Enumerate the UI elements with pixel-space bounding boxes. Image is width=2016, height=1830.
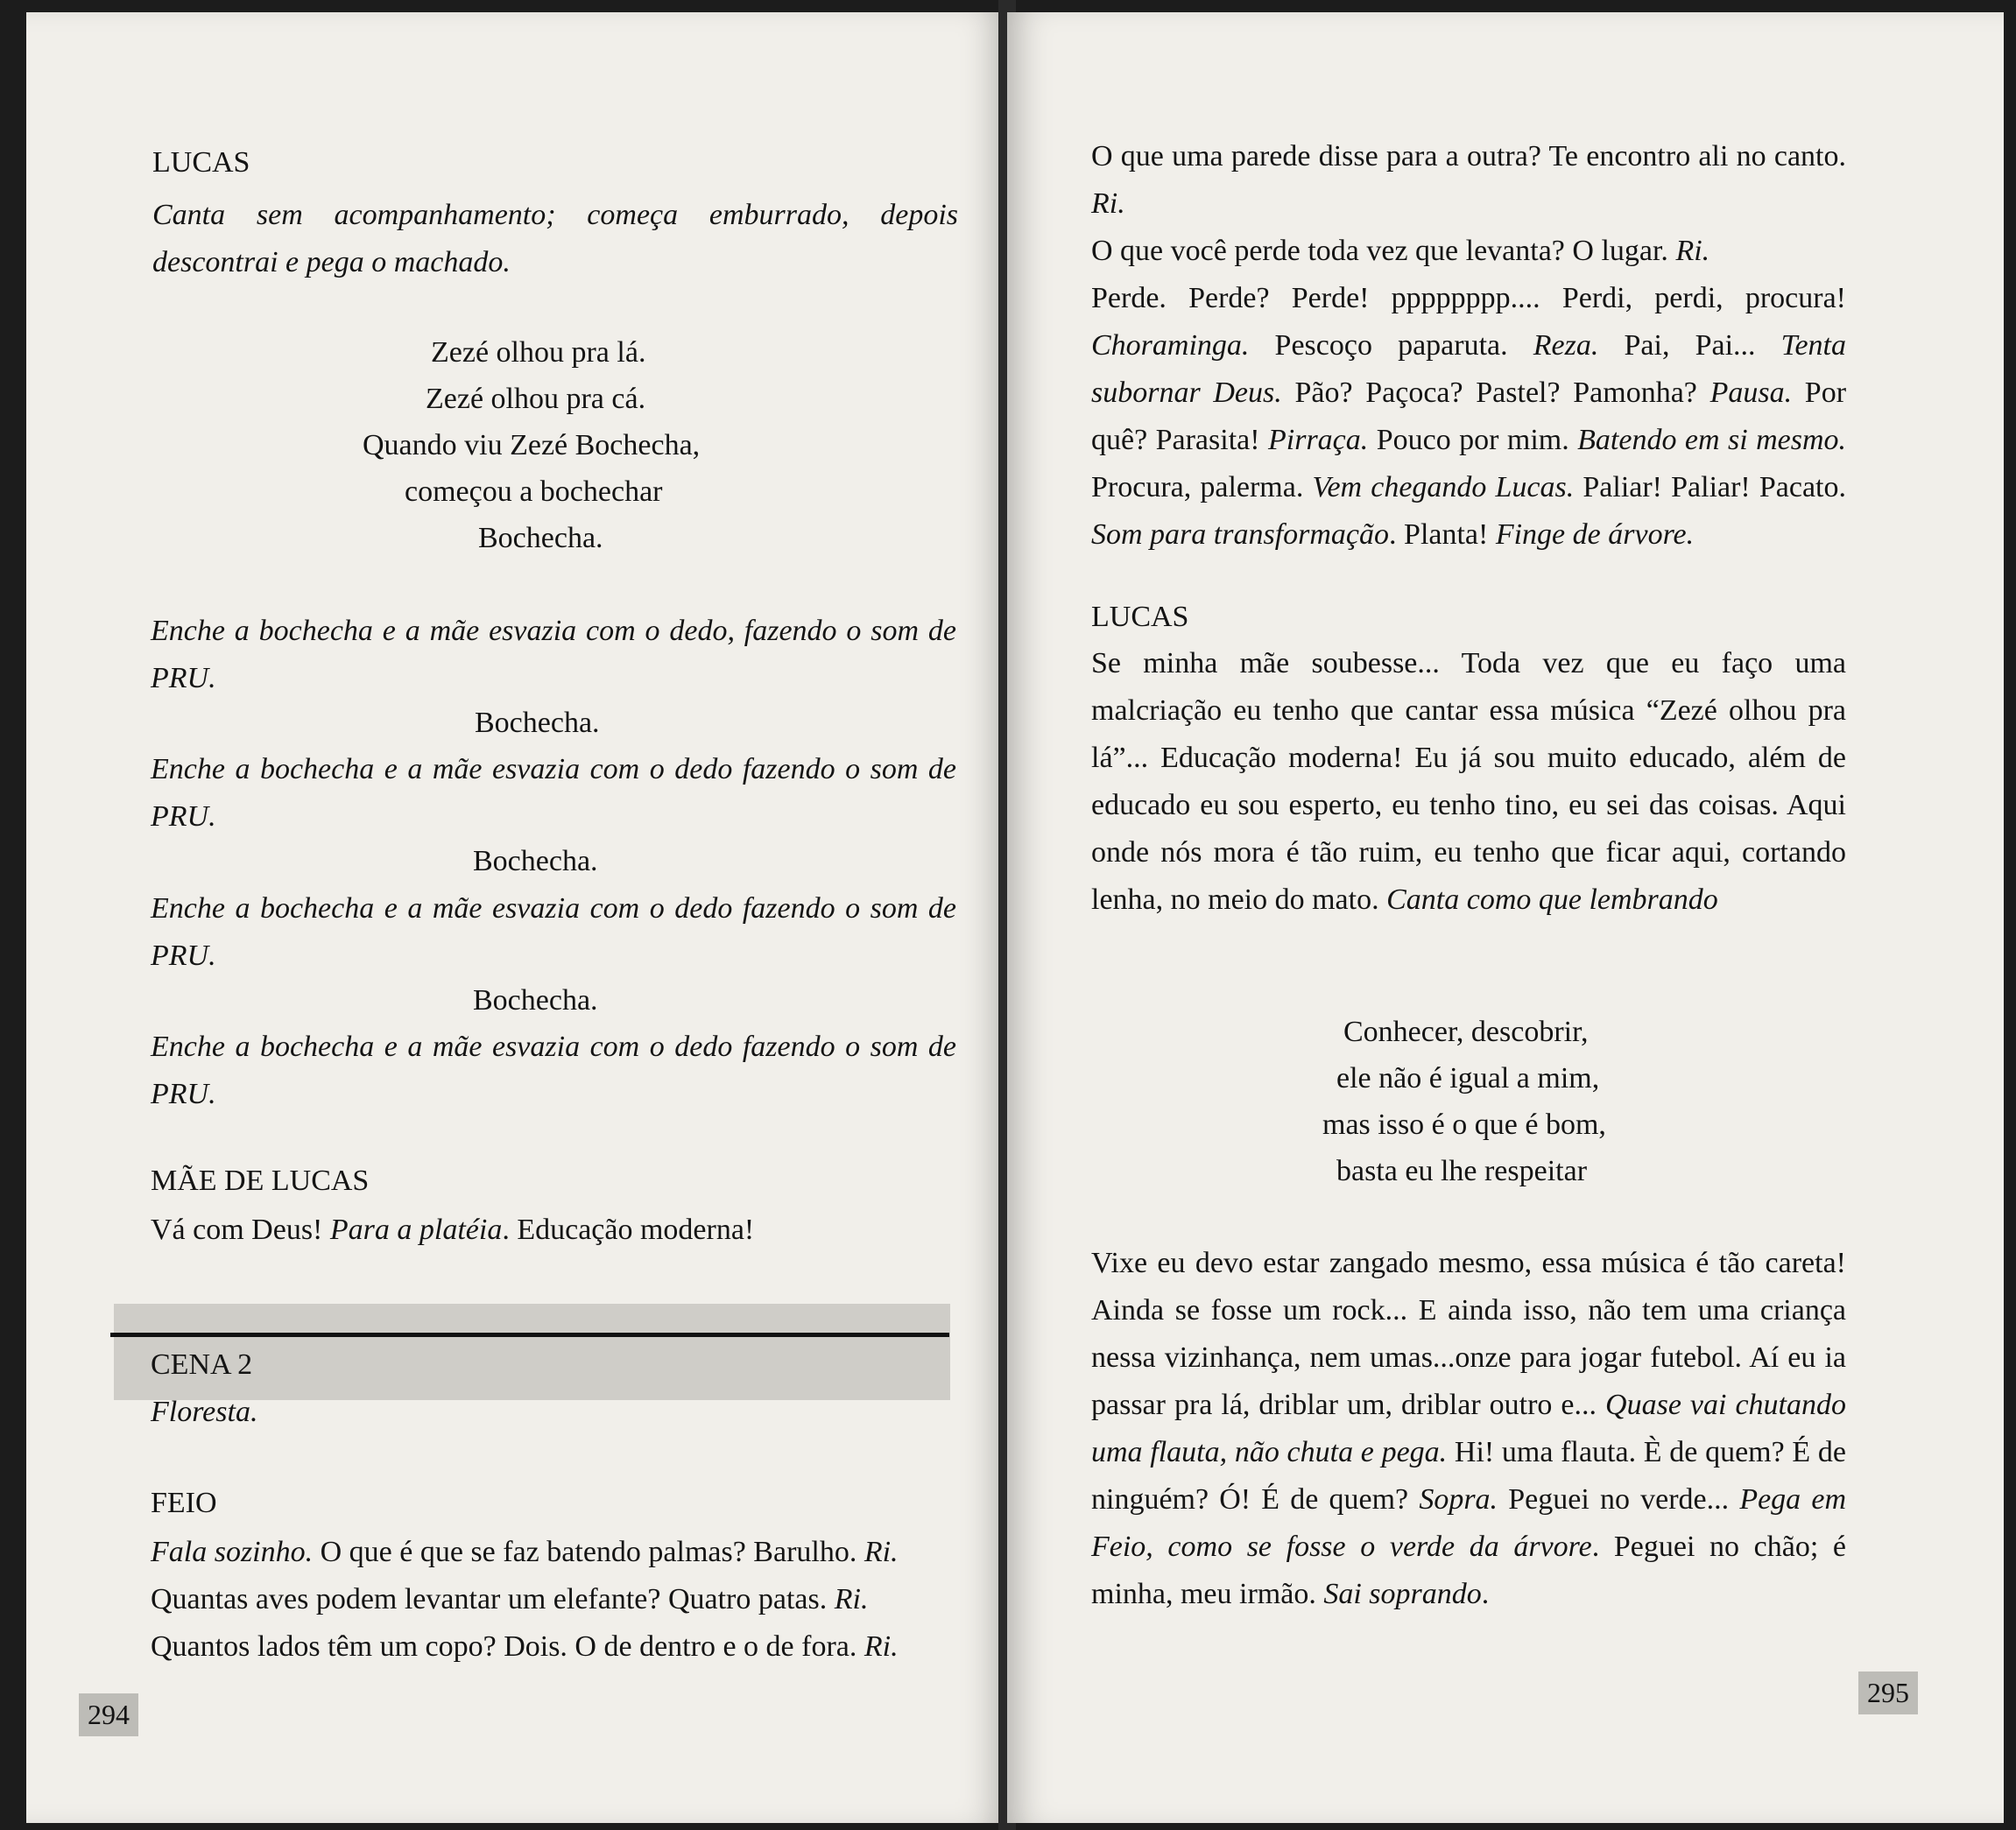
song-line: ele não é igual a mim, xyxy=(1336,1062,1600,1094)
page-number: 294 xyxy=(79,1693,138,1736)
song-line: Bochecha. xyxy=(475,707,600,739)
song-line: Conhecer, descobrir, xyxy=(1343,1016,1589,1048)
dialogue-line: Quantas aves podem levantar um elefante? Quatro patas. Ri. xyxy=(151,1583,869,1615)
dialogue-line: Vá com Deus! Para a platéia. Educação moderna! xyxy=(151,1214,755,1246)
scene-title: CENA 2 xyxy=(151,1348,253,1381)
dialogue-line: Fala sozinho. O que é que se faz batendo palmas? Barulho. Ri. xyxy=(151,1536,899,1568)
stage-direction: Enche a bochecha e a mãe esvazia com o dedo fazendo o som de PRU. xyxy=(151,892,956,972)
scene-divider xyxy=(110,1333,949,1337)
stage-direction: Canta sem acompanhamento; começa emburrado, depois descontrai e pega o machado. xyxy=(152,199,958,278)
stage-direction: Enche a bochecha e a mãe esvazia com o dedo fazendo o som de PRU. xyxy=(151,1031,956,1110)
song-line: Bochecha. xyxy=(478,522,603,554)
song-line: Zezé olhou pra cá. xyxy=(426,383,646,415)
song-line: Zezé olhou pra lá. xyxy=(431,336,646,369)
left-page xyxy=(26,12,1005,1823)
right-page xyxy=(1007,12,2004,1823)
page-number: 295 xyxy=(1858,1672,1918,1714)
dialogue-line: Quantos lados têm um copo? Dois. O de dentro e o de fora. Ri. xyxy=(151,1630,899,1663)
stage-direction: Enche a bochecha e a mãe esvazia com o dedo fazendo o som de PRU. xyxy=(151,753,956,833)
song-line: começou a bochechar xyxy=(405,475,663,508)
paragraph: O que uma parede disse para a outra? Te encontro ali no canto. Ri. O que você perde toda vez que levanta? O lugar. Ri. Perde. Perde? Perde! pppppppp.... Perdi, perdi, procura! Choraminga. Pescoço paparuta. Reza. Pai, Pai... Tenta subornar Deus. Pão? Paçoca? Pastel? Pamonha? Pausa. Por quê? Parasita! Pirraça. Pouco por mim. Batendo em si mesmo. Procura, palerma. Vem chegando Lucas. Paliar! Paliar! Pacato. Som para transformação. Planta! Finge de árvore. xyxy=(1091,140,1847,551)
paragraph: Vixe eu devo estar zangado mesmo, essa música é tão careta! Ainda se fosse um rock... E ainda isso, não tem uma criança nessa vizinhança, nem umas...onze para jogar futebol. Aí eu ia passar pra lá, driblar um, driblar outro e... Quase vai chutando uma flauta, não chuta e pega. Hi! uma flauta. È de quem? É de ninguém? Ó! É de quem? Sopra. Peguei no verde... Pega em Feio, como se fosse o verde da árvore. Peguei no chão; é minha, meu irmão. Sai soprando. xyxy=(1091,1247,1846,1610)
stage-direction: Enche a bochecha e a mãe esvazia com o dedo, fazendo o som de PRU. xyxy=(151,615,956,694)
song-line: basta eu lhe respeitar xyxy=(1336,1155,1588,1187)
speaker-lucas: LUCAS xyxy=(1091,601,1189,633)
song-line: Quando viu Zezé Bochecha, xyxy=(363,429,701,461)
song-line: Bochecha. xyxy=(473,845,598,877)
speaker-lucas: LUCAS xyxy=(152,146,250,179)
speaker-feio: FEIO xyxy=(151,1487,217,1519)
scene-place: Floresta. xyxy=(151,1396,258,1428)
speaker-mae: MÃE DE LUCAS xyxy=(151,1165,370,1197)
song-line: mas isso é o que é bom, xyxy=(1322,1109,1606,1141)
paragraph: Se minha mãe soubesse... Toda vez que eu faço uma malcriação eu tenho que cantar essa música “Zezé olhou pra lá”... Educação moderna! Eu já sou muito educado, além de educado eu sou esperto, eu tenho tino, eu sei das coisas. Aqui onde nós mora é tão ruim, eu tenho que ficar aqui, cortando lenha, no meio do mato. Canta como que lembrando xyxy=(1091,647,1846,916)
song-line: Bochecha. xyxy=(473,984,598,1017)
